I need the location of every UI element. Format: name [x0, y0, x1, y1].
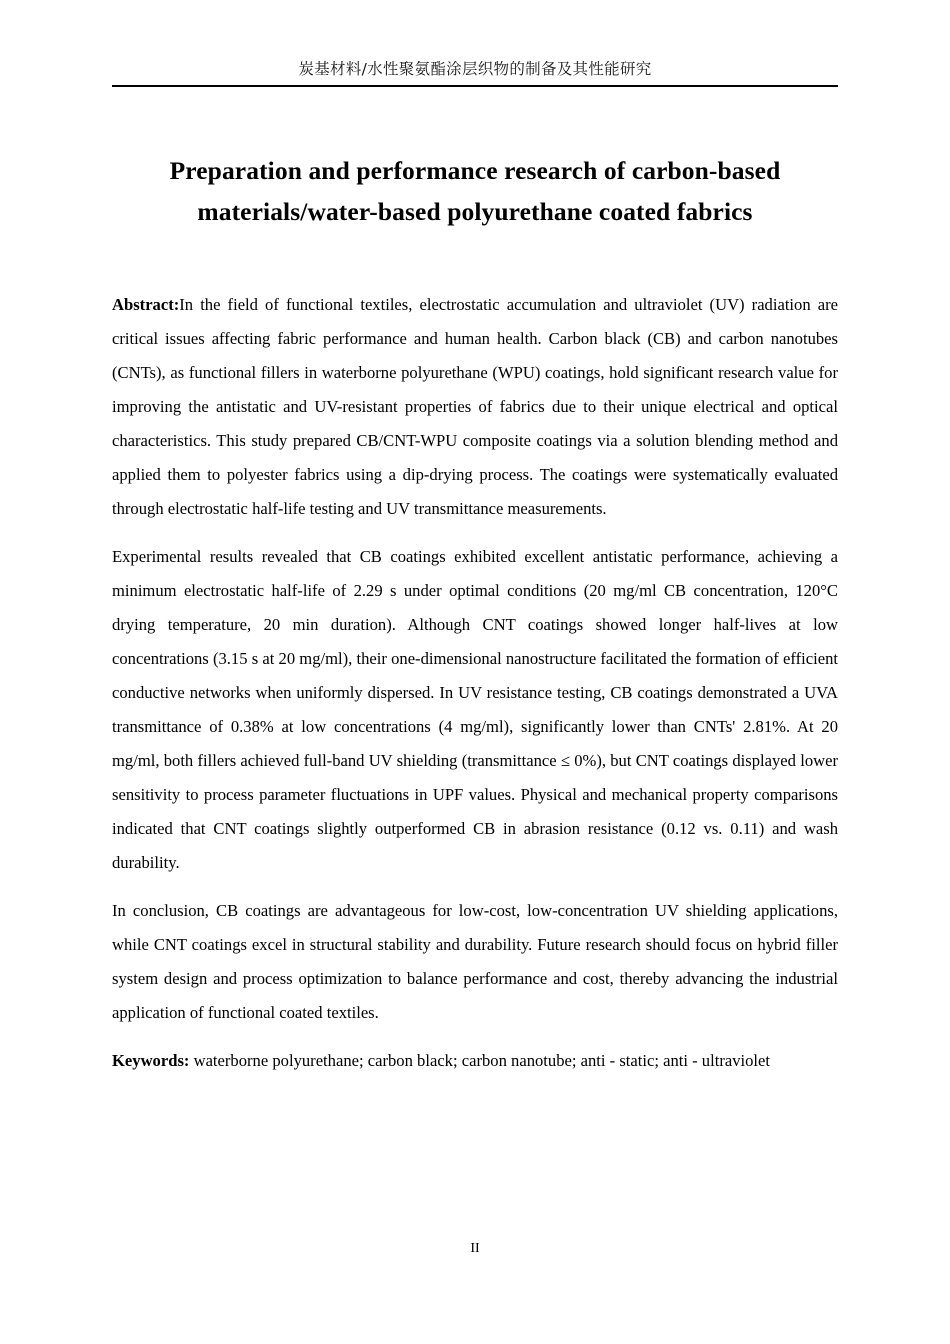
header-rule-divider — [112, 85, 838, 87]
page-number: II — [470, 1241, 480, 1256]
results-paragraph: Experimental results revealed that CB coatings exhibited excellent antistatic performance, achieving a minimum electrostatic half-life of 2.29 s under optimal conditions (20 mg/ml CB concentration, 120°C drying temperature, 20 min duration). Although CNT coatings showed longer half-lives at low concentrations (3.15 s at 20 mg/ml), their one-dimensional nanostructure facilitated the formation of efficient conductive networks when uniformly dispersed. In UV resistance testing, CB coatings demonstrated a UVA transmittance of 0.38% at low concentrations (4 mg/ml), significantly lower than CNTs' 2.81%. At 20 mg/ml, both fillers achieved full-band UV shielding (transmittance ≤ 0%), but CNT coatings displayed lower sensitivity to process parameter fluctuations in UPF values. Physical and mechanical property comparisons indicated that CNT coatings slightly outperformed CB in abrasion resistance (0.12 vs. 0.11) and wash durability. — [112, 547, 838, 872]
abstract-text: In the field of functional textiles, electrostatic accumulation and ultraviolet (UV) radiation are critical issues affecting fabric performance and human health. Carbon black (CB) and carbon nanotubes (CNTs), as functional fillers in waterborne polyurethane (WPU) coatings, hold significant research value for improving the antistatic and UV-resistant properties of fabrics due to their unique electrical and optical characteristics. This study prepared CB/CNT-WPU composite coatings via a solution blending method and applied them to polyester fabrics using a dip-drying process. The coatings were systematically evaluated through electrostatic half-life testing and UV transmittance measurements. — [112, 295, 838, 518]
conclusion-paragraph: In conclusion, CB coatings are advantageous for low-cost, low-concentration UV shielding applications, while CNT coatings excel in structural stability and durability. Future research should focus on hybrid filler system design and process optimization to balance performance and cost, thereby advancing the industrial application of functional coated textiles. — [112, 901, 838, 1022]
page-title: Preparation and performance research of carbon-based materials/water-based polyurethane coated fabrics — [169, 156, 781, 227]
keywords-text: waterborne polyurethane; carbon black; carbon nanotube; anti - static; anti - ultraviolet — [189, 1051, 770, 1070]
running-header — [112, 58, 838, 95]
abstract-label: Abstract: — [112, 295, 180, 314]
abstract-paragraph — [112, 288, 838, 526]
running-header-title: 炭基材料/水性聚氨酯涂层织物的制备及其性能研究 — [298, 60, 652, 78]
keywords-paragraph — [112, 1044, 838, 1078]
abstract-body — [112, 288, 838, 1078]
keywords-label: Keywords: — [112, 1051, 190, 1070]
